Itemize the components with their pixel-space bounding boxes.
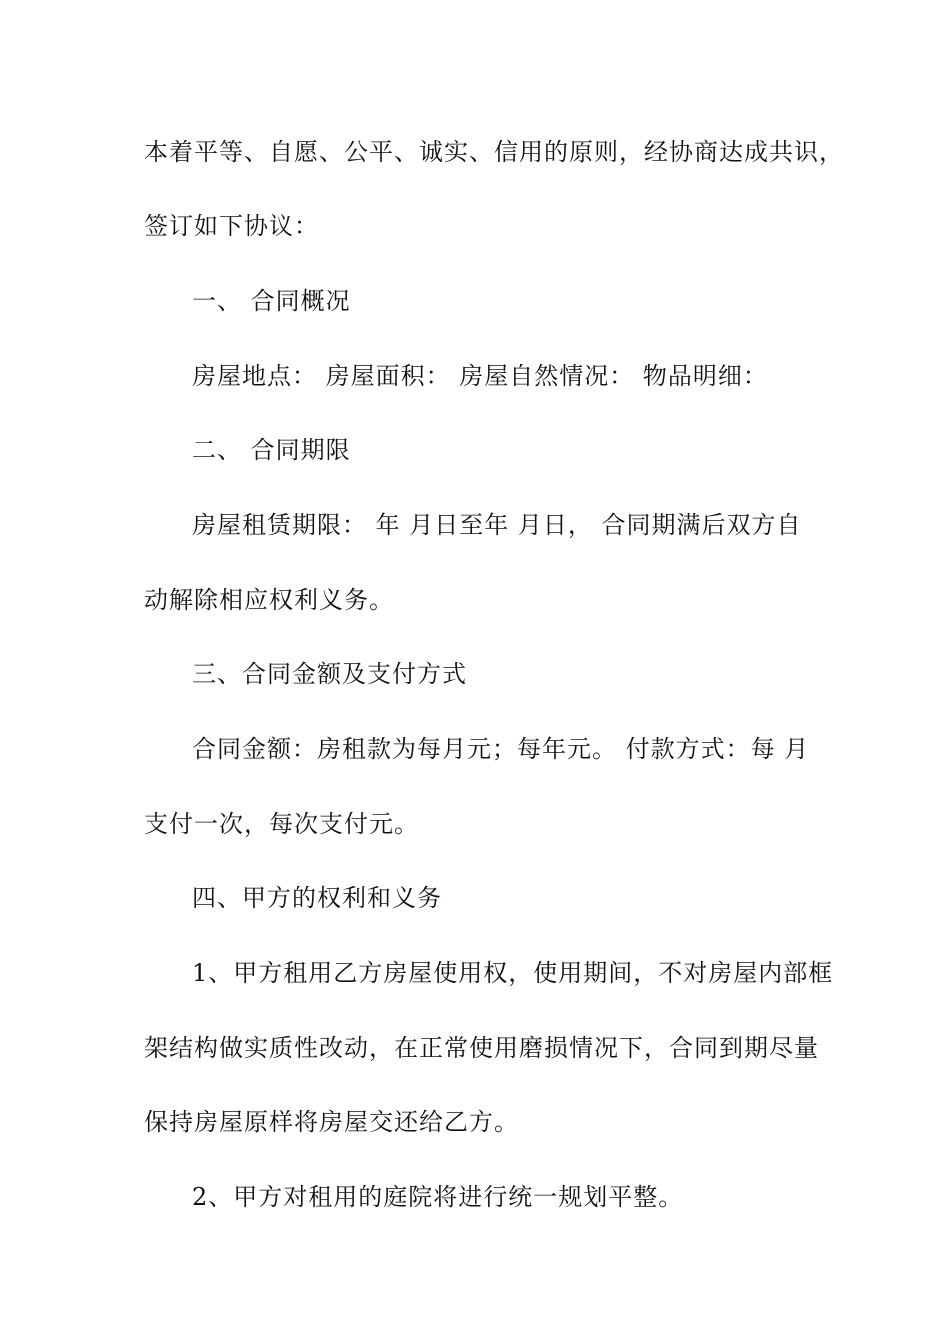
lease-term-line-2: 动解除相应权利义务。: [144, 586, 394, 614]
paragraph-intro-line-1: 本着平等、自愿、公平、诚实、信用的原则，经协商达成共识，: [144, 138, 844, 166]
paragraph-intro-line-2: 签订如下协议：: [144, 212, 319, 240]
payment-line-1: 合同金额：房租款为每月元；每年元。 付款方式：每 月: [192, 735, 810, 763]
section-heading-3: 三、合同金额及支付方式: [192, 660, 467, 688]
clause-1-line-2: 架结构做实质性改动，在正常使用磨损情况下，合同到期尽量: [144, 1034, 819, 1062]
clause-1-line-3: 保持房屋原样将房屋交还给乙方。: [144, 1108, 519, 1136]
clause-1-line-1: 1、甲方租用乙方房屋使用权，使用期间，不对房屋内部框: [192, 959, 834, 987]
section-heading-2: 二、 合同期限: [192, 436, 351, 464]
section-heading-1: 一、 合同概况: [192, 287, 351, 315]
clause-2-line-1: 2、甲方对租用的庭院将进行统一规划平整。: [192, 1183, 684, 1211]
payment-line-2: 支付一次，每次支付元。: [144, 810, 419, 838]
property-fields-line: 房屋地点： 房屋面积： 房屋自然情况： 物品明细：: [192, 362, 768, 390]
lease-term-line-1: 房屋租赁期限： 年 月日至年 月日， 合同期满后双方自: [192, 511, 802, 539]
section-heading-4: 四、甲方的权利和义务: [192, 884, 442, 912]
